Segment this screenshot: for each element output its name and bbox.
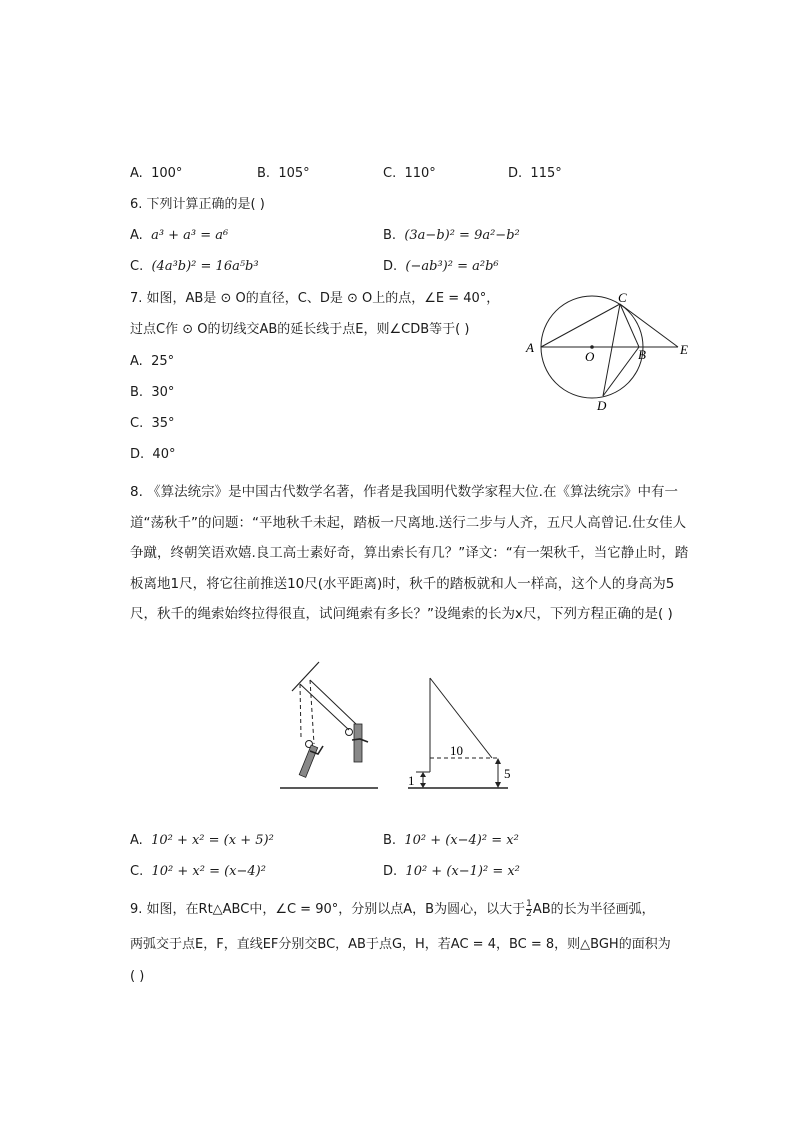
q8-text: 8. 《算法统宗》是中国古代数学名著，作者是我国明代数学家程大位.在《算法统宗》中有一道“荡秋千”的问题：“平地秋千未起，踏板一尺离地.送行二步与人齐，五尺人高曾记.仕女佳人争蹴，终朝笑语欢嬉.良工高士素好奇，算出索长有几？”译文：“有一架秋千，当它静止时，踏板离地1尺，将它往前推送10尺(水平距离)时，秋千的踏板就和人一样高，这个人的身高为5尺，秋千的绳索始终拉得很直，试问绳索有多长？”设绳索的长为x尺，下列方程正确的是( )	[130, 484, 689, 623]
support-bar	[292, 662, 319, 691]
q7-option-c[interactable]	[130, 415, 175, 433]
option-text: 25°	[151, 354, 175, 369]
person-body-rest	[299, 745, 317, 777]
option-text: a³ + a³ = a⁶	[151, 228, 229, 243]
option-label: C.	[130, 416, 144, 431]
arrow-five-head-bottom	[495, 782, 501, 788]
q6-option-c[interactable]	[130, 258, 259, 276]
fraction	[526, 900, 532, 919]
q8-option-d[interactable]	[383, 863, 520, 881]
option-label: D.	[508, 166, 523, 181]
option-text: (4a³b)² = 16a⁵b³	[151, 259, 259, 274]
option-label: A.	[130, 166, 143, 181]
q7-stem-line2: 过点C作 ⊙ O的切线交AB的延长线于点E，则∠CDB等于( )	[130, 322, 470, 337]
option-text: 100°	[151, 166, 183, 181]
fraction-numerator: 1	[526, 899, 532, 909]
label-e: E	[680, 342, 688, 357]
q5-option-d[interactable]	[508, 165, 562, 183]
label-one: 1	[408, 773, 415, 788]
q7-option-a[interactable]	[130, 353, 174, 371]
q8-triangle-figure	[402, 672, 514, 794]
tangent-ce	[620, 304, 678, 347]
q9-stem-line3: ( )	[130, 969, 145, 984]
option-label: A.	[130, 228, 143, 243]
q8-option-a[interactable]	[130, 832, 274, 850]
q5-option-c[interactable]	[383, 165, 436, 183]
q5-option-b[interactable]	[257, 165, 310, 183]
arrow-five-head-top	[495, 758, 501, 764]
option-label: B.	[257, 166, 271, 181]
option-text: (−ab³)² = a²b⁶	[405, 259, 499, 274]
option-label: D.	[383, 864, 398, 879]
line-cd	[603, 304, 620, 396]
person-body-pushed	[354, 724, 362, 762]
label-b: B	[638, 347, 646, 362]
arrow-one-head-top	[420, 772, 426, 777]
option-label: C.	[383, 166, 397, 181]
option-label: B.	[130, 385, 144, 400]
option-text: 10² + (x−1)² = x²	[405, 864, 520, 879]
q7-circle-figure	[520, 288, 700, 413]
q9-stem-line1	[130, 900, 655, 919]
rope-right	[310, 680, 314, 744]
option-text: 40°	[152, 447, 176, 462]
option-label: C.	[130, 259, 144, 274]
label-c: C	[618, 290, 627, 305]
option-text: 30°	[151, 385, 175, 400]
option-label: D.	[383, 259, 398, 274]
label-d: D	[597, 398, 607, 413]
option-label: C.	[130, 864, 144, 879]
option-text: 10² + x² = (x + 5)²	[151, 833, 274, 848]
label-ten: 10	[450, 743, 463, 758]
rope-left	[300, 684, 301, 737]
q7-option-d[interactable]	[130, 446, 175, 464]
q9-stem-line2: 两弧交于点E，F，直线EF分别交BC，AB于点G，H，若AC = 4，BC = 8，则△BGH的面积为	[130, 937, 671, 952]
option-text: 115°	[530, 166, 562, 181]
rope-pushed-2	[310, 680, 357, 725]
label-o: O	[585, 349, 595, 364]
option-text: 110°	[404, 166, 436, 181]
q9-line1-pre: 9. 如图，在Rt△ABC中，∠C = 90°，分别以点A，B为圆心，以大于	[130, 902, 526, 917]
q6-option-a[interactable]	[130, 227, 228, 245]
option-label: D.	[130, 447, 145, 462]
option-label: A.	[130, 833, 143, 848]
label-a: A	[526, 340, 534, 355]
q8-option-c[interactable]	[130, 863, 266, 881]
q7-stem-line1: 7. 如图，AB是 ⊙ O的直径，C、D是 ⊙ O上的点，∠E = 40°，	[130, 291, 500, 306]
option-label: B.	[383, 228, 397, 243]
label-five: 5	[504, 766, 511, 781]
rope-pushed-1	[300, 684, 349, 730]
fraction-denominator: 2	[526, 909, 532, 919]
option-text: 10² + (x−4)² = x²	[404, 833, 519, 848]
q7-option-b[interactable]	[130, 384, 174, 402]
option-text: 35°	[151, 416, 175, 431]
q8-swing-figure	[276, 656, 388, 792]
option-text: 10² + x² = (x−4)²	[151, 864, 266, 879]
option-text: 105°	[278, 166, 310, 181]
q6-option-d[interactable]	[383, 258, 499, 276]
line-ca	[541, 304, 620, 347]
q8-option-b[interactable]	[383, 832, 519, 850]
q6-stem: 6. 下列计算正确的是( )	[130, 197, 265, 212]
option-label: B.	[383, 833, 397, 848]
q5-option-a[interactable]	[130, 165, 182, 183]
q6-option-b[interactable]	[383, 227, 520, 245]
q9-line1-post: AB的长为半径画弧，	[532, 902, 655, 917]
option-label: A.	[130, 354, 143, 369]
option-text: (3a−b)² = 9a²−b²	[404, 228, 520, 243]
